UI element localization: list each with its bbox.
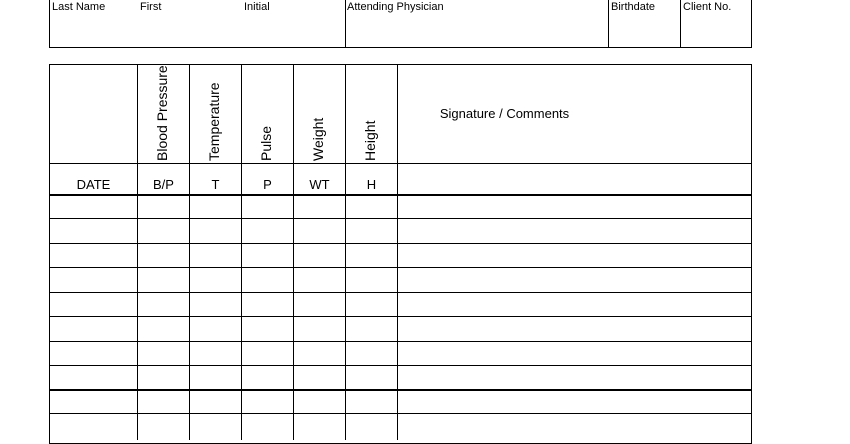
attending-physician-field[interactable] (346, 14, 607, 46)
table-row[interactable] (50, 317, 751, 341)
client-no-field[interactable] (681, 14, 751, 46)
height-header: Height (362, 120, 378, 161)
weight-header: Weight (310, 117, 326, 161)
pulse-header: Pulse (258, 125, 274, 161)
bp-column-label: B/P (153, 177, 174, 192)
table-row[interactable] (50, 390, 751, 413)
attending-physician-label: Attending Physician (347, 1, 444, 13)
blood-pressure-header: Blood Pressure (154, 65, 170, 161)
table-row[interactable] (50, 195, 751, 218)
wt-column-label: WT (309, 177, 330, 192)
first-name-label: First (140, 1, 162, 13)
table-row[interactable] (50, 244, 751, 267)
signature-comments-header: Signature / Comments (439, 106, 570, 121)
client-no-label: Client No. (683, 1, 732, 13)
temperature-header: Temperature (206, 82, 222, 161)
first-name-field[interactable] (139, 14, 243, 46)
table-row[interactable] (50, 219, 751, 243)
initial-field[interactable] (244, 14, 344, 46)
table-row[interactable] (50, 342, 751, 365)
last-name-label: Last Name (52, 1, 106, 13)
p-column-label: P (263, 177, 272, 192)
last-name-field[interactable] (51, 14, 138, 46)
header-rule (50, 163, 751, 164)
birthdate-label: Birthdate (611, 1, 656, 13)
table-row[interactable] (50, 268, 751, 292)
initial-label: Initial (244, 1, 270, 13)
table-row[interactable] (50, 293, 751, 316)
table-row[interactable] (50, 366, 751, 389)
date-column-label: DATE (76, 177, 111, 192)
birthdate-field[interactable] (609, 14, 679, 46)
h-column-label: H (366, 177, 377, 192)
table-row[interactable] (50, 414, 751, 437)
t-column-label: T (211, 177, 220, 192)
